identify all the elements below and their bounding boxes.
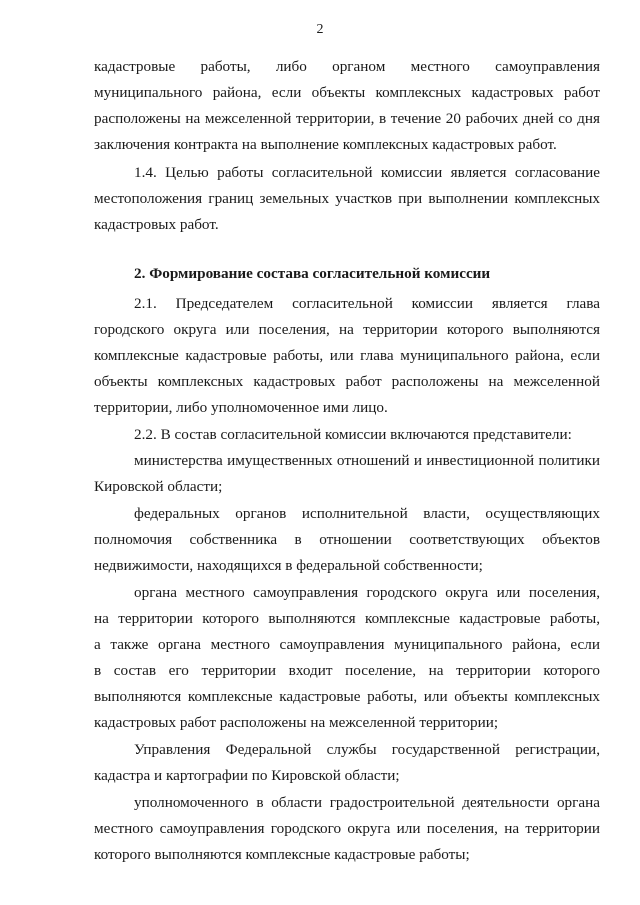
text-line: территории, либо уполномоченное ими лицо. — [94, 399, 388, 416]
text-line: федеральных органов исполнительной власти, осуществляющих — [134, 505, 600, 522]
text-line: кадастра и картографии по Кировской области; — [94, 767, 400, 784]
text-line: местоположения границ земельных участков при выполнении комплексных — [94, 190, 600, 207]
text-line: местного самоуправления городского округа или поселения, на территории — [94, 820, 600, 837]
text-line: на территории которого выполняются комплексные кадастровые работы, — [94, 610, 600, 627]
text-line: городского округа или поселения, на территории которого выполняются — [94, 321, 600, 338]
text-line: недвижимости, находящихся в федеральной собственности; — [94, 557, 483, 574]
text-line: органа местного самоуправления городского округа или поселения, — [134, 584, 600, 601]
text-line: а также органа местного самоуправления муниципального района, если — [94, 636, 600, 653]
text-line: 2.1. Председателем согласительной комиссии является глава — [134, 295, 600, 312]
text-line: муниципального района, если объекты комплексных кадастровых работ — [94, 84, 600, 101]
text-line: выполняются комплексные кадастровые работы, или объекты комплексных — [94, 688, 600, 705]
text-line: 2.2. В состав согласительной комиссии включаются представители: — [134, 426, 572, 443]
text-line: 1.4. Целью работы согласительной комиссии является согласование — [134, 164, 600, 181]
page-number: 2 — [316, 22, 324, 37]
text-line: полномочия собственника в отношении соответствующих объектов — [94, 531, 600, 548]
text-line: министерства имущественных отношений и инвестиционной политики — [134, 452, 600, 469]
section-heading: 2. Формирование состава согласительной комиссии — [134, 265, 491, 282]
text-line: кадастровых работ расположены на межселенной территории; — [94, 714, 499, 731]
text-line: в состав его территории входит поселение, на территории которого — [94, 662, 600, 679]
text-line: Управления Федеральной службы государственной регистрации, — [134, 741, 600, 758]
text-line: расположены на межселенной территории, в течение 20 рабочих дней со дня — [94, 110, 600, 127]
text-line: кадастровые работы, либо органом местного самоуправления — [94, 58, 600, 75]
text-line: уполномоченного в области градостроительной деятельности органа — [134, 794, 600, 811]
text-line: кадастровых работ. — [94, 216, 219, 233]
text-line: комплексные кадастровые работы, или глава муниципального района, если — [94, 347, 600, 364]
text-line: заключения контракта на выполнение комплексных кадастровых работ. — [94, 136, 557, 153]
text-line: которого выполняются комплексные кадастровые работы; — [94, 846, 470, 863]
text-line: объекты комплексных кадастровых работ расположены на межселенной — [94, 373, 600, 390]
text-line: Кировской области; — [94, 478, 223, 495]
